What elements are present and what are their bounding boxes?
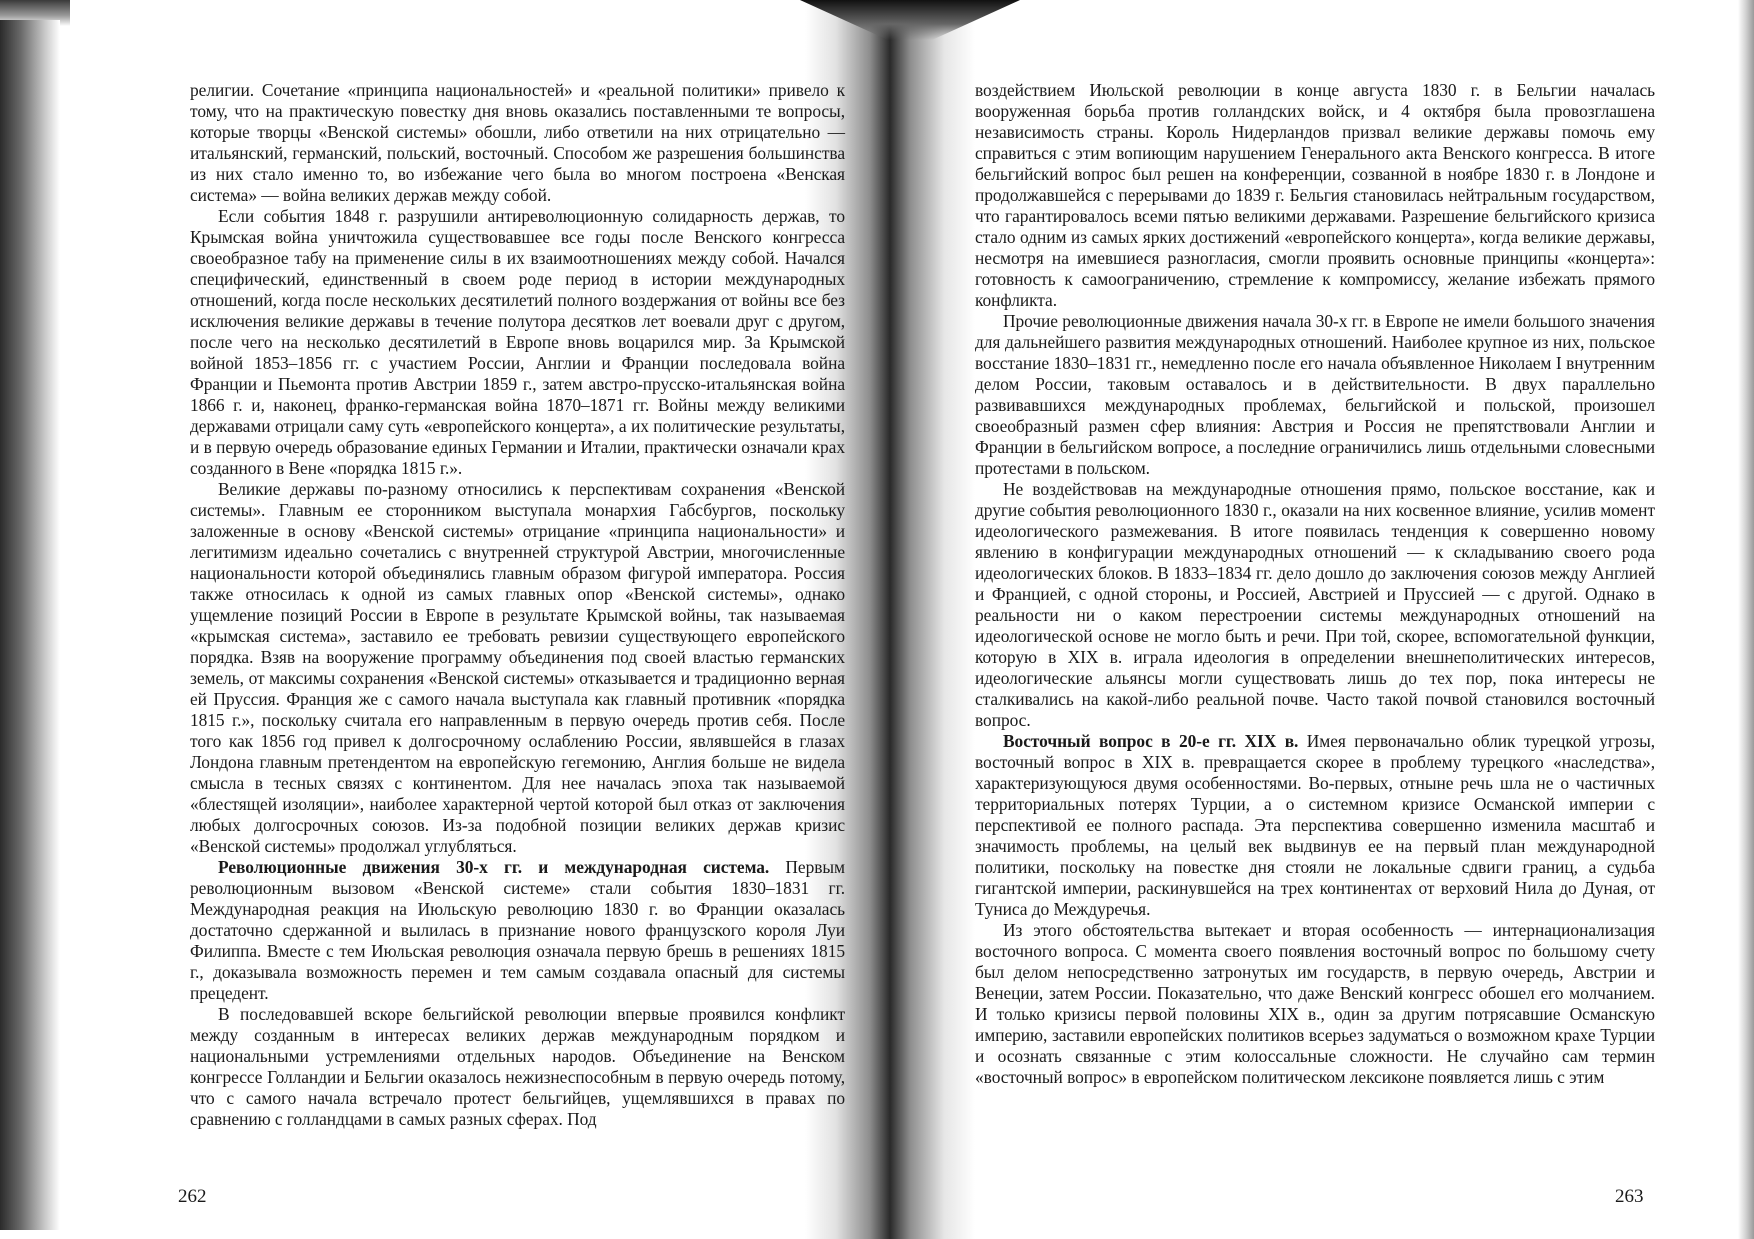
left-page-edge [0,20,60,1230]
page-number: 262 [178,1186,207,1207]
paragraph-body: Имея первоначально облик турецкой угрозы, восточный вопрос в XIX в. превращается скорее в проблему турецкого «наследства», характеризующуюся двумя особенностями. Во-первых, отныне речь шла не о частичных территориальных потерях Турции, а о системном кризисе Османской империи с перспективой ее полного распада. Эта перспектива совершенно изменила масштаб и значимость проблемы, на целый век выдвинув ее на первый план международной политики, поскольку на повестке дня стояли не локальные сдвиги границ, а судьба гигантской империи, раскинувшейся на трех континентах от верховий Нила до Дуная, от Туниса до Междуречья. [975,731,1655,919]
paragraph: Прочие революционные движения начала 30-х гг. в Европе не имели большого значения для дальнейшего развития международных отношений. Наиболее крупное из них, польское восстание 1830–1831 гг., немедленно после его начала объявленное Николаем I внутренним делом России, таковым оставалось и в действительности. В двух параллельно развивавшихся международных проблемах, бельгийской и польской, произошел своеобразный размен сфер влияния: Австрия и Россия не препятствовали Англии и Франции в бельгийском вопросе, а последние ограничились лишь отдельными словесными протестами в польском. [975,311,1655,478]
paragraph: религии. Сочетание «принципа национальностей» и «реальной политики» привело к тому, что на практическую повестку дня вновь оказались поставленными те вопросы, которые творцы «Венской системы» обошли, либо ответили на них отрицательно — итальянский, германский, польский, восточный. Способом же разрешения большинства из них стало именно то, во избежание чего была во многом построена «Венская система» — война великих держав между собой. [190,80,845,205]
right-page-text [975,80,1655,1088]
right-page-edge [1738,0,1754,1239]
page-number: 263 [1615,1186,1644,1207]
paragraph: В последовавшей вскоре бельгийской революции впервые проявился конфликт между созданным в интересах великих держав международным порядком и национальными устремлениями отдельных народов. Объединение на Венском конгрессе Голландии и Бельгии оказалось нежизнеспособным в первую очередь потому, что с самого начала встречало протест бельгийцев, ущемлявшихся в правах по сравнению с голландцами в самых разных сферах. Под [190,1004,845,1129]
paragraph: Великие державы по-разному относились к перспективам сохранения «Венской системы». Главным ее сторонником выступала монархия Габсбургов, поскольку заложенные в основу «Венской системы» отрицание «принципа национальности» и легитимизм идеально сочетались с внутренней структурой Австрии, многочисленные национальности которой объединялись главным образом фигурой императора. Россия также относилась к одной из самых главных опор «Венской системы», однако ущемление позиций России в Европе в результате Крымской войны, так называемая «крымская система», заставило ее требовать ревизии существующего европейского порядка. Взяв на вооружение программу объединения под своей властью германских земель, от максимы сохранения «Венской системы» отказывается и традиционно верная ей Пруссия. Франция же с самого начала выступала как главный противник «порядка 1815 г.», поскольку считала его направленным в первую очередь против себя. После того как 1856 год привел к долгосрочному ослаблению России, являвшейся в глазах Лондона главным претендентом на европейскую гегемонию, Англия больше не видела смысла в тесных связях с континентом. Для нее началась эпоха так называемой «блестящей изоляции», наиболее характерной чертой которой был отказ от заключения любых долгосрочных союзов. Из-за подобной позиции великих держав кризис «Венской системы» продолжал углубляться. [190,479,845,856]
paragraph-with-heading [190,857,845,1004]
left-page-text [190,80,845,1130]
paragraph: Если события 1848 г. разрушили антиреволюционную солидарность держав, то Крымская война уничтожила существовавшее все годы после Венского конгресса своеобразное табу на применение силы в их взаимоотношениях между собой. Начался специфический, единственный в своем роде период в истории международных отношений, когда после нескольких десятилетий полного воздержания от войны все без исключения великие державы в течение полутора десятков лет воевали друг с другом, после чего на несколько десятилетий в Европе вновь воцарился мир. За Крымской войной 1853–1856 гг. с участием России, Англии и Франции последовала война Франции и Пьемонта против Австрии 1859 г., затем австро-прусско-итальянская война 1866 г. и, наконец, франко-германская война 1870–1871 гг. Войны между великими державами отрицали саму суть «европейского концерта», а их политические результаты, и в первую очередь образование единых Германии и Италии, практически означали крах созданного в Вене «порядка 1815 г.». [190,206,845,478]
paragraph-with-heading [975,731,1655,920]
run-in-heading: Восточный вопрос в 20-е гг. XIX в. [1003,731,1299,751]
run-in-heading: Революционные движения 30-х гг. и международная система. [218,857,770,877]
paragraph-body: Первым революционным вызовом «Венской системе» стали события 1830–1831 гг. Международная реакция на Июльскую революцию 1830 г. во Франции оказалась достаточно сдержанной и вылилась в признание нового французского короля Луи Филиппа. Вместе с тем Июльская революция означала первую брешь в решениях 1815 г., доказывала возможность перемен и тем самым создавала опасный для системы прецедент. [190,857,846,1003]
paragraph: Из этого обстоятельства вытекает и вторая особенность — интернационализация восточного вопроса. С момента своего появления восточный вопрос по большому счету был делом непосредственно затронутых им государств, в первую очередь, Австрии и Венеции, затем России. Показательно, что даже Венский конгресс обошел его молчанием. И только кризисы первой половины XIX в., один за другим потрясавшие Османскую империю, заставили европейских политиков всерьез задуматься о возможном крахе Турции и осознать связанные с этим колоссальные сложности. Не случайно сам термин «восточный вопрос» в европейском политическом лексиконе появляется лишь с этим [975,920,1655,1087]
paragraph: Не воздействовав на международные отношения прямо, польское восстание, как и другие события революционного 1830 г., оказали на них косвенное влияние, усилив момент идеологического размежевания. В итоге появилась тенденция к совершенно новому явлению в конфигурации международных отношений — к складыванию своего рода идеологических блоков. В 1833–1834 гг. дело дошло до заключения союзов между Англией и Францией, с одной стороны, и Россией, Австрией и Пруссией — с другой. Однако в реальности ни о каком перестроении системы международных отношений на идеологической основе не могло быть и речи. При той, скорее, вспомогательной функции, которую в XIX в. играла идеология в определении внешнеполитических интересов, идеологические альянсы могли существовать лишь до тех пор, пока интересы не сталкивались на какой-либо реальной почве. Часто такой почвой становился восточный вопрос. [975,479,1655,730]
paragraph: воздействием Июльской революции в конце августа 1830 г. в Бельгии началась вооруженная борьба против голландских войск, и 4 октября была провозглашена независимость страны. Король Нидерландов призвал великие державы помочь ему справиться с этим вопиющим нарушением Генерального акта Венского конгресса. В итоге бельгийский вопрос был решен на конференции, созванной в ноябре 1830 г. в Лондоне и продолжавшейся с перерывами до 1839 г. Бельгия становилась нейтральным государством, что гарантировалось всеми пятью великими державами. Разрешение бельгийского кризиса стало одним из самых ярких достижений «европейского концерта», когда великие державы, несмотря на имевшиеся разногласия, смогли проявить основные принципы «концерта»: готовность к самоограничению, стремление к компромиссу, желание избежать прямого конфликта. [975,80,1655,310]
